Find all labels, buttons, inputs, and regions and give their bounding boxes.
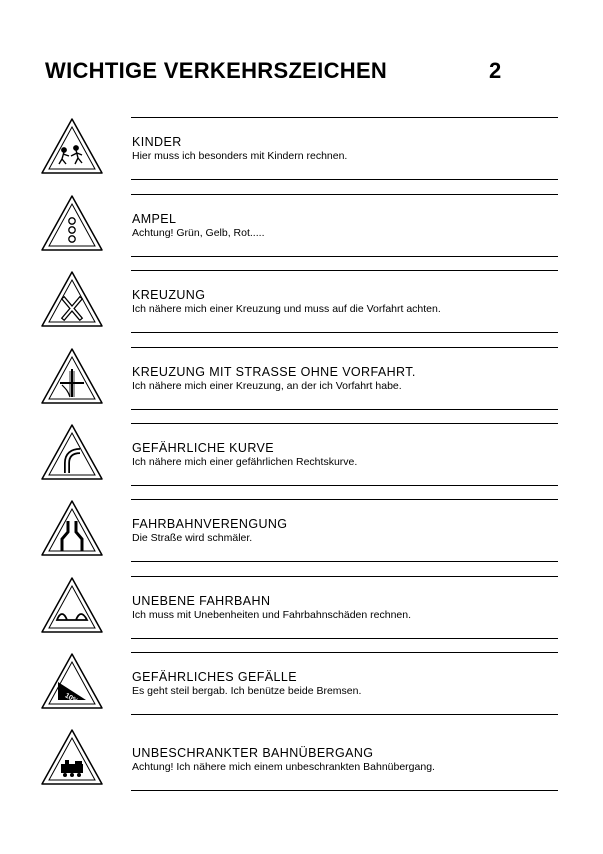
sign-description: Es geht steil bergab. Ich benütze beide Bremsen. (132, 685, 362, 697)
children-sign-icon (40, 117, 104, 175)
sign-description: Die Straße wird schmäler. (132, 532, 253, 544)
sign-heading: UNEBENE FAHRBAHN (132, 594, 271, 608)
sign-row-kinder (0, 117, 603, 195)
unguarded-railway-crossing-sign-icon (40, 728, 104, 786)
writing-line (131, 423, 558, 424)
writing-line (131, 332, 558, 333)
page-number: 2 (489, 58, 502, 83)
sign-heading: FAHRBAHNVERENGUNG (132, 517, 288, 531)
dangerous-curve-sign-icon (40, 423, 104, 481)
sign-heading: KREUZUNG (132, 288, 206, 302)
writing-line (131, 638, 558, 639)
sign-description: Ich nähere mich einer gefährlichen Rechtskurve. (132, 456, 358, 468)
steep-descent-sign-icon (40, 652, 104, 710)
priority-junction-sign-icon (40, 347, 104, 405)
sign-description: Ich muss mit Unebenheiten und Fahrbahnschäden rechnen. (132, 609, 412, 621)
page-title: WICHTIGE VERKEHRSZEICHEN (45, 58, 388, 83)
sign-heading: KREUZUNG MIT STRASSE OHNE VORFAHRT. (132, 365, 416, 379)
sign-heading: UNBESCHRANKTER BAHNÜBERGANG (132, 746, 374, 760)
sign-row-gefaelle (0, 652, 603, 730)
crossroads-sign-icon (40, 270, 104, 328)
writing-line (131, 256, 558, 257)
writing-line (131, 347, 558, 348)
sign-row-ampel (0, 194, 603, 272)
writing-line (131, 270, 558, 271)
sign-row-fahrbahnverengung (0, 499, 603, 577)
writing-line (131, 194, 558, 195)
sign-heading: KINDER (132, 135, 182, 149)
road-narrows-sign-icon (40, 499, 104, 557)
sign-heading: GEFÄHRLICHE KURVE (132, 441, 275, 455)
sign-row-kreuzung-ohne-vorfahrt (0, 347, 603, 425)
writing-line (131, 652, 558, 653)
uneven-road-sign-icon (40, 576, 104, 634)
sign-description: Ich nähere mich einer Kreuzung und muss auf die Vorfahrt achten. (132, 303, 441, 315)
sign-row-kreuzung (0, 270, 603, 348)
sign-grade-label: 10% (63, 692, 80, 706)
sign-row-bahnuebergang (0, 728, 603, 806)
writing-line (131, 499, 558, 500)
sign-description: Achtung! Ich nähere mich einem unbeschrankten Bahnübergang. (132, 761, 435, 773)
sign-description: Hier muss ich besonders mit Kindern rechnen. (132, 150, 348, 162)
writing-line (131, 790, 558, 791)
writing-line (131, 485, 558, 486)
writing-line (131, 576, 558, 577)
sign-heading: AMPEL (132, 212, 177, 226)
sign-description: Achtung! Grün, Gelb, Rot..... (132, 227, 265, 239)
sign-row-unebene-fahrbahn (0, 576, 603, 654)
writing-line (131, 561, 558, 562)
traffic-light-sign-icon (40, 194, 104, 252)
sign-heading: GEFÄHRLICHES GEFÄLLE (132, 670, 297, 684)
writing-line (131, 117, 558, 118)
sign-description: Ich nähere mich einer Kreuzung, an der ich Vorfahrt habe. (132, 380, 402, 392)
writing-line (131, 409, 558, 410)
writing-line (131, 179, 558, 180)
writing-line (131, 714, 558, 715)
sign-row-kurve (0, 423, 603, 501)
